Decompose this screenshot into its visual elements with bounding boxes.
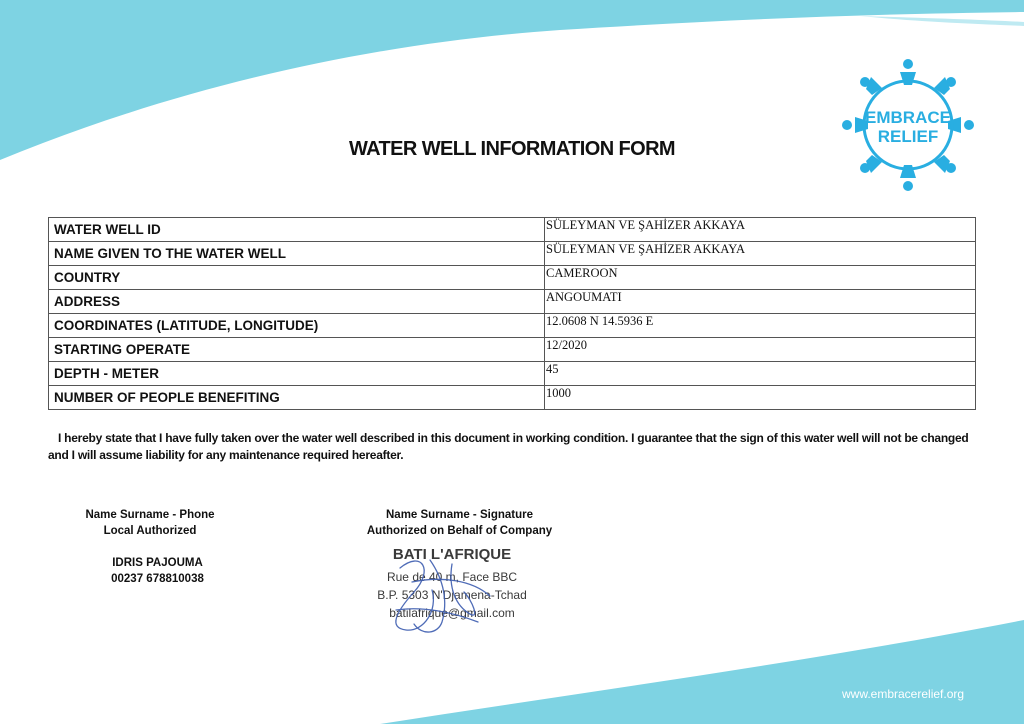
stamp-po-box: B.P. 5303 N'Djamena-Tchad xyxy=(377,588,527,602)
table-row xyxy=(49,218,976,242)
local-authorized-heading xyxy=(80,507,220,539)
row-value: CAMEROON xyxy=(545,266,976,290)
stamp-company-name: BATI L'AFRIQUE xyxy=(392,546,512,563)
local-authorized-details xyxy=(80,555,235,587)
table-row xyxy=(49,338,976,362)
table-row xyxy=(49,266,976,290)
signature-scribble xyxy=(352,540,552,640)
footer-website-link[interactable]: www.embracerelief.org xyxy=(842,687,965,701)
row-label: DEPTH - METER xyxy=(49,362,545,386)
logo-text-line2: RELIEF xyxy=(877,127,939,146)
logo-text-line1: EMBRACE xyxy=(865,108,951,127)
local-authorized-name: IDRIS PAJOUMA xyxy=(112,557,203,569)
local-authorized-phone: 00237 678810038 xyxy=(111,573,204,585)
top-wave-highlight xyxy=(860,16,1024,26)
row-label: ADDRESS xyxy=(49,290,545,314)
stamp-address-line: Rue de 40 m, Face BBC xyxy=(386,570,518,584)
local-heading-line1: Name Surname - Phone xyxy=(85,509,215,521)
row-label: NUMBER OF PEOPLE BENEFITING xyxy=(49,386,545,410)
row-value: SÜLEYMAN VE ŞAHİZER AKKAYA xyxy=(545,242,976,266)
company-heading-line1: Name Surname - Signature xyxy=(386,509,533,521)
row-value: 1000 xyxy=(545,386,976,410)
table-row xyxy=(49,290,976,314)
row-value: 12/2020 xyxy=(545,338,976,362)
row-label: STARTING OPERATE xyxy=(49,338,545,362)
row-label: WATER WELL ID xyxy=(49,218,545,242)
company-authorized-heading xyxy=(362,507,557,539)
stamp-email: batilafrique@gmail.com xyxy=(389,606,515,620)
table-row xyxy=(49,242,976,266)
table-row xyxy=(49,386,976,410)
row-label: COORDINATES (LATITUDE, LONGITUDE) xyxy=(49,314,545,338)
info-table xyxy=(48,217,976,410)
embrace-relief-logo xyxy=(838,55,978,195)
company-heading-line2: Authorized on Behalf of Company xyxy=(366,525,553,537)
row-value: ANGOUMATI xyxy=(545,290,976,314)
row-value: 12.0608 N 14.5936 E xyxy=(545,314,976,338)
row-label: NAME GIVEN TO THE WATER WELL xyxy=(49,242,545,266)
liability-statement: I hereby state that I have fully taken over the water well described in this document in working condition. I guarantee that the sign of this water well will not be changed and I will assume liability for any maintenance required hereafter. xyxy=(48,431,969,462)
row-value: 45 xyxy=(545,362,976,386)
row-label: COUNTRY xyxy=(49,266,545,290)
table-row xyxy=(49,314,976,338)
local-heading-line2: Local Authorized xyxy=(103,525,197,537)
table-row xyxy=(49,362,976,386)
row-value: SÜLEYMAN VE ŞAHİZER AKKAYA xyxy=(545,218,976,242)
form-title: WATER WELL INFORMATION FORM xyxy=(349,138,675,160)
